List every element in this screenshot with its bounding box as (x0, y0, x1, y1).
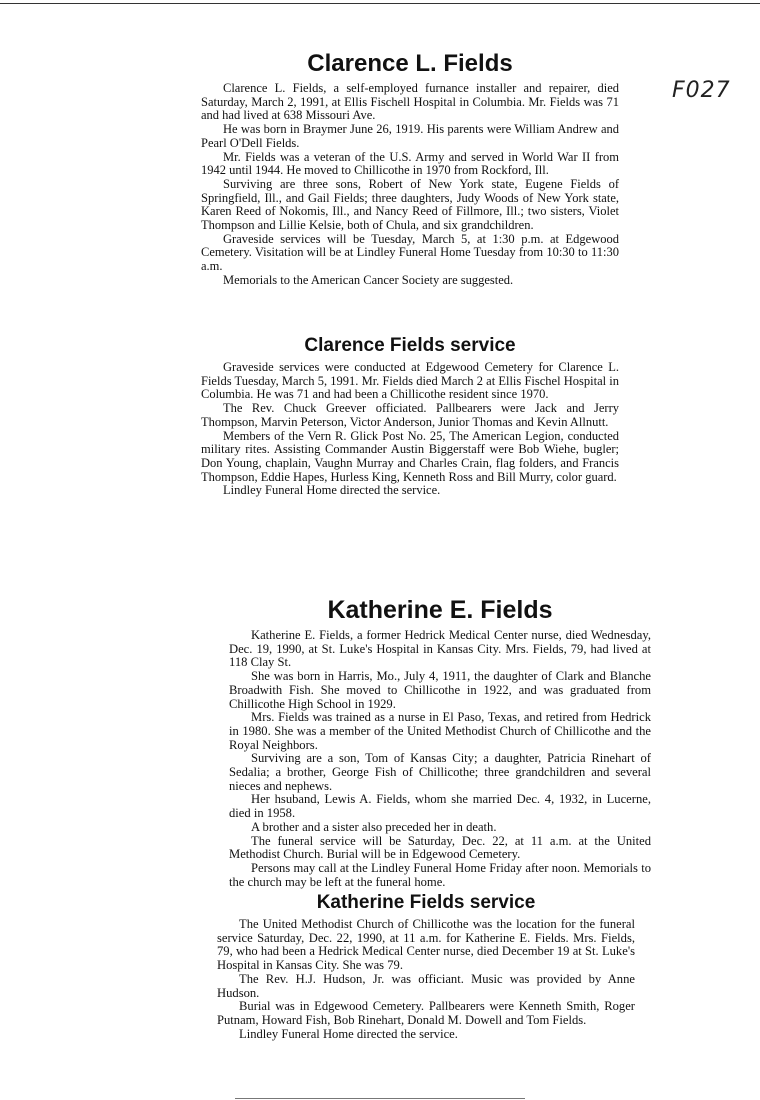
handwritten-file-number: F027 (672, 78, 731, 103)
headline: Katherine E. Fields (327, 596, 553, 624)
paragraph: Memorials to the American Cancer Society are suggested. (223, 272, 514, 287)
obituary-clarence-fields (201, 50, 619, 288)
paragraph: She was born in Harris, Mo., July 4, 1911, the daughter of Clark and Blanche Broadwith Fish. She moved to Chillicothe in 1922, and was graduated from Chillicothe High School in 1929. (229, 669, 651, 711)
paragraph: Her hsuband, Lewis A. Fields, whom she married Dec. 4, 1932, in Lucerne, died in 1958. (229, 792, 651, 821)
paragraph: Graveside services will be Tuesday, March 5, at 1:30 p.m. at Edgewood Cemetery. Visitation will be at Lindley Funeral Home Tuesday from 10:30 to 11:30 a.m. (201, 231, 619, 274)
bottom-rule (235, 1098, 525, 1099)
headline: Clarence Fields service (304, 335, 516, 356)
headline: Katherine Fields service (316, 892, 536, 913)
paragraph: A brother and a sister also preceded her in death. (251, 819, 497, 834)
paragraph: Graveside services were conducted at Edgewood Cemetery for Clarence L. Fields Tuesday, March 5, 1991. Mr. Fields died March 2 at Ellis Fischel Hospital in Columbia. He was 71 and had been a Chillicothe resident since 1970. (201, 360, 619, 402)
paragraph: Members of the Vern R. Glick Post No. 25, The American Legion, conducted military rites. Assisting Commander Austin Biggerstaff were Bob Wiehe, bugler; Don Young, chaplain, Vaughn Murray and Charles Crain, flag folders, and Francis Thompson, Eddie Hapes, Hurless King, Kenneth Ross and Bill Murry, color guard. (201, 428, 619, 484)
paragraph: The United Methodist Church of Chillicothe was the location for the funeral service Saturday, Dec. 22, 1990, at 11 a.m. for Katherine E. Fields. Mrs. Fields, 79, who had been a Hedrick Medical Center nurse, died December 19 at St. Luke's Hospital in Kansas City. She was 79. (217, 917, 635, 973)
paragraph: The Rev. H.J. Hudson, Jr. was officiant. Music was provided by Anne Hudson. (217, 971, 635, 1000)
paragraph: Mrs. Fields was trained as a nurse in El Paso, Texas, and retired from Hedrick in 1980. She was a member of the United Methodist Church of Chillicothe and the Royal Neighbors. (229, 710, 651, 752)
paragraph: Clarence L. Fields, a self-employed furnance installer and repairer, died Saturday, March 2, 1991, at Ellis Fischell Hospital in Columbia. Mr. Fields was 71 and had lived at 638 Missouri Ave. (201, 81, 619, 123)
service-katherine-fields (217, 891, 635, 1041)
paragraph: Surviving are three sons, Robert of New York state, Eugene Fields of Springfield, Ill., and Gail Fields; three daughters, Judy Woods of New York state, Karen Reed of Nokomis, Ill., and Nancy Reed of Fillmore, Ill.; two sisters, Violet Thompson and Lillie Kelsie, both of Chula, and six grandchildren. (201, 176, 619, 233)
paragraph: The Rev. Chuck Greever officiated. Pallbearers were Jack and Jerry Thompson, Marvin Peterson, Victor Anderson, Junior Thomas and Kevin Allnutt. (201, 401, 619, 429)
obituary-katherine-fields (229, 595, 651, 889)
paragraph: Katherine E. Fields, a former Hedrick Medical Center nurse, died Wednesday, Dec. 19, 1990, at St. Luke's Hospital in Kansas City. Mrs. Fields, 79, had lived at 118 Clay St. (229, 628, 651, 670)
paragraph: Persons may call at the Lindley Funeral Home Friday after noon. Memorials to the church may be left at the funeral home. (229, 860, 651, 889)
headline: Clarence L. Fields (307, 50, 513, 77)
paragraph: He was born in Braymer June 26, 1919. His parents were William Andrew and Pearl O'Dell Fields. (201, 122, 619, 150)
paragraph: Mr. Fields was a veteran of the U.S. Army and served in World War II from 1942 until 1944. He moved to Chillicothe in 1970 from Rockford, Ill. (201, 149, 619, 178)
top-rule (0, 3, 760, 4)
paragraph: Lindley Funeral Home directed the service. (239, 1026, 458, 1041)
paragraph: Surviving are a son, Tom of Kansas City; a daughter, Patricia Rinehart of Sedalia; a brother, George Fish of Chillicothe; three grandchildren and several nieces and nephews. (229, 751, 651, 793)
paragraph: Lindley Funeral Home directed the service. (223, 483, 441, 498)
paragraph: The funeral service will be Saturday, Dec. 22, at 11 a.m. at the United Methodist Church. Burial will be in Edgewood Cemetery. (229, 833, 651, 862)
service-clarence-fields (201, 334, 619, 498)
paragraph: Burial was in Edgewood Cemetery. Pallbearers were Kenneth Smith, Roger Putnam, Howard Fish, Bob Rinehart, Donald M. Dowell and Tom Fields. (217, 999, 635, 1027)
